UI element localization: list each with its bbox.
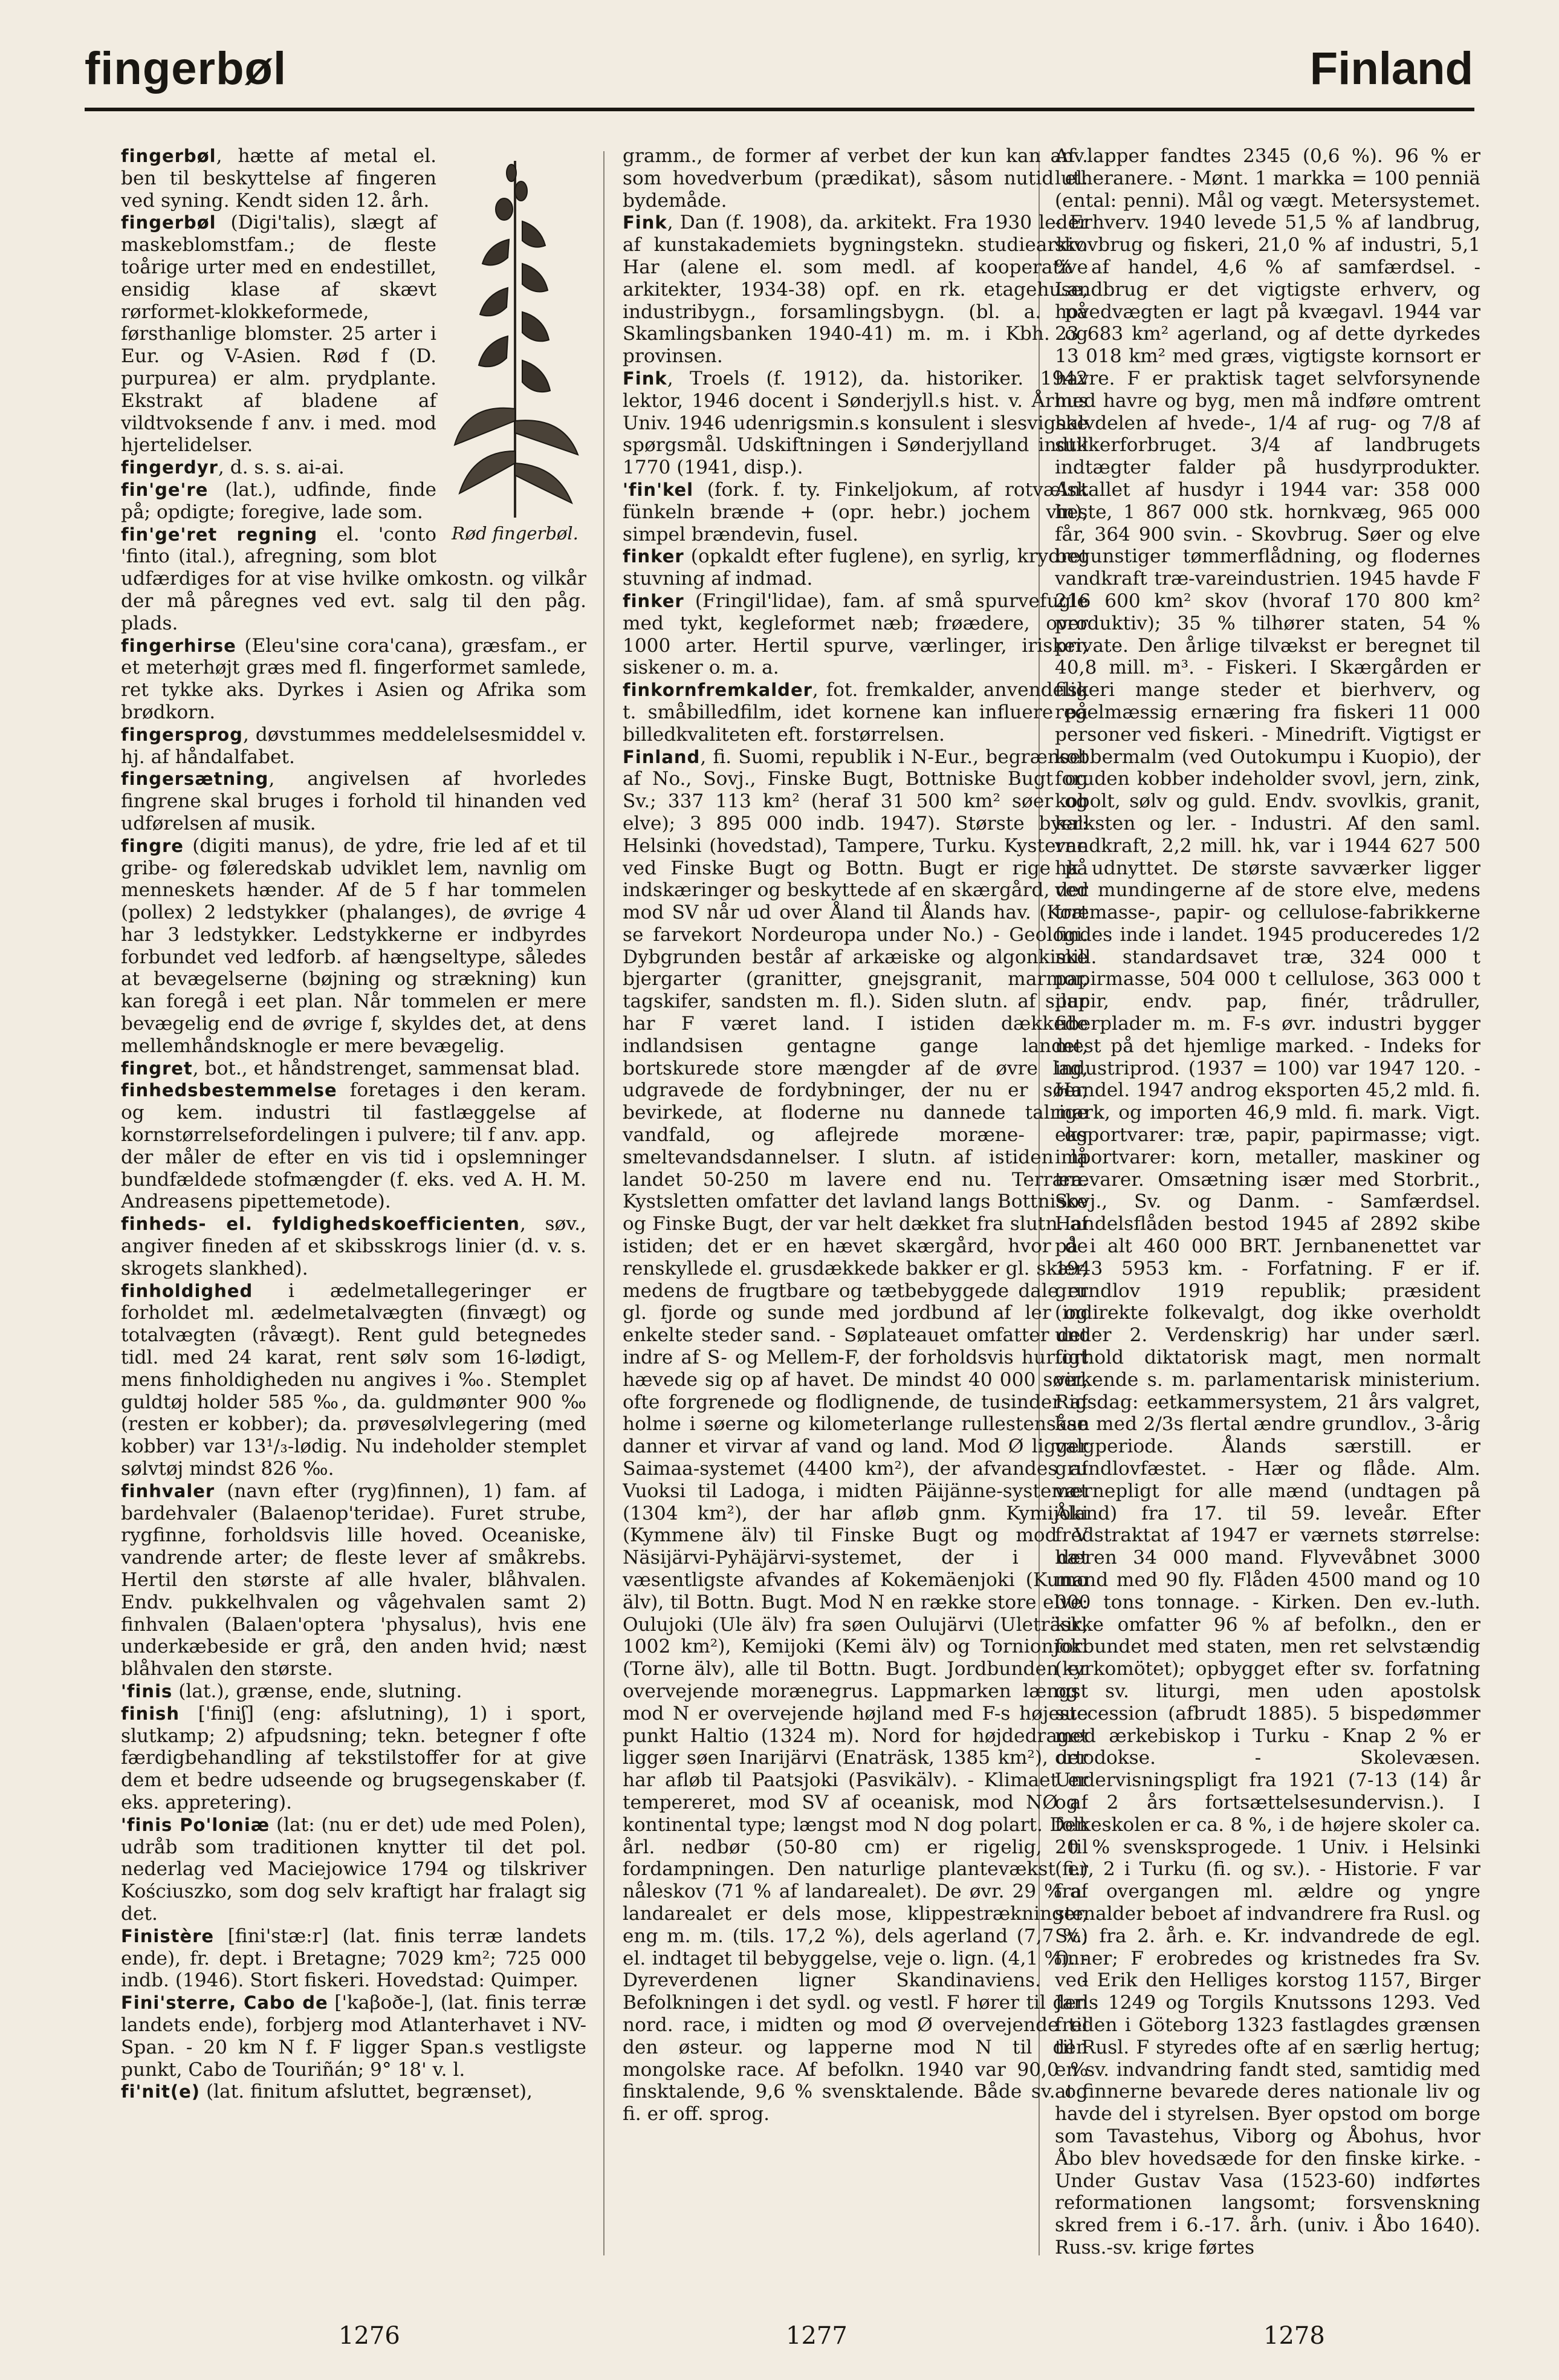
entry-headword: finish (121, 1703, 180, 1724)
entry-definition: (lat. finitum afsluttet, begrænset), (200, 2081, 533, 2103)
entry-headword: fingerdyr (121, 457, 218, 478)
entry-definition: ['kaβoðe-], (lat. finis terræ landets ende), forbjerg mod Atlanterhavet i NV-Span. - 20 km N f. F ligger Span.s vestligste punkt, Cabo de Touriñán; 9° 18' v. l. (121, 1992, 586, 2081)
entry-definition: (digiti manus), de ydre, frie led af et til gribe- og føleredskab udviklet lem, navnlig om menneskets hænder. Af de 5 f har tommelen (pollex) 2 ledstykker (phalanges), de øvrige 4 har 3 ledstykker. Ledstykkerne er indbyrdes forbundet ved ledforb. af hængseltype, således at bevægelserne (bøjning og strækning) kun kan foregå i eet plan. Når tommelen er mere bevægelig end de øvrige f, skyldes det, at dens mellemhåndsknogle er mere bevægelig. (121, 834, 586, 1057)
dictionary-entry (623, 212, 1088, 368)
column-3 (1055, 145, 1480, 2261)
entry-definition: (Fringil'lidae), fam. af små spurvefugle med tykt, kegleformet næb; frøædere, over 1000 arter. Hertil spurve, værlinger, irisker, siskener o. m. a. (623, 590, 1088, 679)
entry-definition: (fork. f. ty. Finkeljokum, af rotvælsk fünkeln brænde + (opr. hebr.) jochem vin), simpel brændevin, fusel. (623, 478, 1088, 545)
dictionary-entry (121, 1925, 586, 1992)
entry-definition: (Digi'talis), slægt af maskeblomstfam.; de fleste toårige urter med en endestillet, ensidig klase af skævt rørformet-klokkeformede, førsthanlige blomster. 25 arter i Eur. og V-Asien. Rød f (D. purpurea) er alm. prydplante. Ekstrakt af bladene af vildtvoksende f anv. i med. mod hjertelidelser. (121, 212, 436, 457)
entry-definition: ['finiʃ] (eng: afslutning), 1) i sport, slutkamp; 2) afpudsning; tekn. betegner f ofte færdigbehandling af tekstilstoffer for at give dem et bedre udseende og brugsegenskaber (f. eks. appretering). (121, 1702, 586, 1813)
entry-definition: , fi. Suomi, republik i N-Eur., begrænset af No., Sovj., Finske Bugt, Bottniske Bugt og Sv.; 337 113 km² (heraf 31 500 km² søer og elve); 3 895 000 indb. 1947). Største byer: Helsinki (hovedstad), Tampere, Turku. Kysterne ved Finske Bugt og Bottn. Bugt er rige på indskæringer og beskyttede af en skærgård, der mod SV når ud over Åland til Ålands hav. (Kort se farvekort Nordeuropa under No.) - Geologi. Dybgrunden består af arkæiske og algonkiske bjergarter (granitter, gnejsgranit, marmor, tagskifer, sandsten m. fl.). Siden slutn. af silur har F været land. I istiden dækkede indlandsisen gentagne gange landet, bortskurede store mængder af de øvre lag, udgravede de fordybninger, der nu er søer, bevirkede, at floderne nu dannede talrige vandfald, og aflejrede moræne- og smeltevandsdannelser. I slutn. af istiden lå landet 50-250 m lavere end nu. Terræn. Kystsletten omfatter det lavland langs Bottniske og Finske Bugt, der var helt dækket fra slutn. af istiden; det er en hævet skærgård, hvor de renskyllede el. grusdækkede bakker er gl. skær, medens de frugtbare og tætbebyggede dale er gl. fjorde og sunde med jordbund af ler og enkelte steder sand. - Søplateauet omfatter det indre af S- og Mellem-F, der forholdsvis hurtigt hævede sig op af havet. De mindst 40 000 søer, ofte forgrenede og flodlignende, de tusinder af holme i søerne og kilometerlange rullestensåse danner et virvar af vand og land. Mod Ø ligger Saimaa-systemet (4400 km²), der afvandes af Vuoksi til Ladoga, i midten Päijänne-systemet (1304 km²), der har afløb gnm. Kymijoki (Kymmene älv) til Finske Bugt og mod V Näsijärvi-Pyhäjärvi-systemet, der i det væsentligste afvandes af Kokemäenjoki (Kumo älv), til Bottn. Bugt. Mod N en række store elve: Oulujoki (Ule älv) fra søen Oulujärvi (Uleträsk, 1002 km²), Kemijoki (Kemi älv) og Tornionjoki (Torne älv), alle til Bottn. Bugt. Jordbunden er overvejende morænegrus. Lappmarken længst mod N er overvejende højland med F-s højeste punkt Haltio (1324 m). Nord for højdedraget ligger søen Inarijärvi (Enaträsk, 1385 km²), der har afløb til Paatsjoki (Pasvikälv). - Klimaet er tempereret, mod SV af oceanisk, mod NØ af kontinental type; længst mod N dog polart. Den årl. nedbør (50-80 cm) er rigelig, til fordampningen. Den naturlige plantevækst er nåleskov (71 % af landarealet). De øvr. 29 % af landarealet er dels mose, klippestrækninger, eng m. m. (tils. 17,2 %), dels agerland (7,7 %) el. indtaget til bebyggelse, veje o. lign. (4,1 %). - Dyreverdenen ligner Skandinaviens. - Befolkningen i det sydl. og vestl. F hører til den nord. race, i midten og mod Ø overvejende til den østeur. og lapperne mod N til den mongolske race. Af befolkn. 1940 var 90,0 % finsktalende, 9,6 % svensktalende. Både sv. og fi. er off. sprog. (623, 746, 1088, 2125)
foxglove-drawing (444, 149, 586, 524)
dictionary-entry (121, 1680, 586, 1703)
entry-headword: 'finis (121, 1680, 173, 1702)
column-1 (121, 145, 586, 2261)
continuation-text: Af lapper fandtes 2345 (0,6 %). 96 % er lutheranere. - Mønt. 1 markka = 100 penniä (ental: penni). Mål og vægt. Metersystemet. - Erhverv. 1940 levede 51,5 % af landbrug, skovbrug og fiskeri, 21,0 % af industri, 5,1 % af handel, 4,6 % af samfærdsel. - Landbrug er det vigtigste erhverv, og hovedvægten er lagt på kvægavl. 1944 var 23 683 km² agerland, og af dette dyrkedes 13 018 km² med græs, vigtigste kornsort er havre. F er praktisk taget selvforsynende med havre og byg, men må indføre omtrent halvdelen af hvede-, 1/4 af rug- og 7/8 af sukkerforbruget. 3/4 af landbrugets indtægter falder på husdyrprodukter. Antallet af husdyr i 1944 var: 358 000 heste, 1 867 000 stk. hornkvæg, 965 000 får, 364 900 svin. - Skovbrug. Søer og elve begunstiger tømmerflådning, og flodernes vandkraft træ-vareindustrien. 1945 havde F 216 600 km² skov (hvoraf 170 800 km² produktiv); 35 % tilhører staten, 54 % private. Den årlige tilvækst er beregnet til 40,8 mill. m³. - Fiskeri. I Skærgården er fiskeri mange steder et bierhverv, og regelmæssig ernæring fra fiskeri 11 000 personer ved fiskeri. - Minedrift. Vigtigst er kobbermalm (ved Outokumpu i Kuopio), der foruden kobber indeholder svovl, jern, zink, kobolt, sølv og guld. Endv. svovlkis, granit, kalksten og ler. - Industri. Af den saml. vandkraft, 2,2 mill. hk, var i 1944 627 500 hk udnyttet. De største savværker ligger ved mundingerne af de store elve, medens træmasse-, papir- og cellulose-fabrikkerne findes inde i landet. 1945 produceredes 1/2 mill. standardsavet træ, 324 000 t papirmasse, 504 000 t cellulose, 363 000 t papir, endv. pap, finér, trådruller, fiberplader m. m. F-s øvr. industri bygger mest på det hjemlige marked. - Indeks for industriprod. (1937 = 100) var 1947 120. - Handel. 1947 androg eksporten 45,2 mld. fi. mark, og importen 46,9 mld. fi. mark. Vigt. eksportvarer: træ, papir, papirmasse; vigt. importvarer: korn, metaller, maskiner og trævarer. Omsætning især med Storbrit., Sovj., Sv. og Danm. - Samfærdsel. Handelsflåden bestod 1945 af 2892 skibe på i alt 460 000 BRT. Jernbanenettet var 1943 5953 km. - Forfatning. F er if. grundlov 1919 republik; præsident (indirekte folkevalgt, dog ikke overholdt under 2. Verdenskrig) har under særl. forhold diktatorisk magt, men normalt virkende s. m. parlamentarisk ministerium. Rigsdag: eetkammersystem, 21 års valgret, kan med 2/3s flertal ændre grundlov., 3-årig valgperiode. Ålands særstill. er grundlovfæstet. - Hær og flåde. Alm. værnepligt for alle mænd (undtagen på Åland) fra 17. til 59. leveår. Efter fredstraktat af 1947 er værnets størrelse: hæren 34 000 mand. Flyvevåbnet 3000 mand med 90 fly. Flåden 4500 mand og 10 000 tons tonnage. - Kirken. Den ev.-luth. kirke omfatter 96 % af befolkn., den er forbundet med staten, men ret selvstændig (kyrkomötet); opbygget efter sv. forfatning og sv. liturgi, men uden apostolsk succession (afbrudt 1885). 5 bispedømmer med ærkebiskop i Turku - Knap 2 % er ortodokse. - Skolevæsen. Undervisningspligt fra 1921 (7-13 (14) år og 2 års fortsættelsesundervisn.). I folkeskolen er ca. 8 %, i de højere skoler ca. 20 % svensksprogede. 1 Univ. i Helsinki (fi.), 2 i Turku (fi. og sv.). - Historie. F var fra overgangen ml. ældre og yngre stenalder beboet af indvandrere fra Rusl. og Sv.; fra 2. årh. e. Kr. indvandrede de egl. finner; F erobredes og kristnedes fra Sv. ved Erik den Helliges korstog 1157, Birger Jarls 1249 og Torgils Knutssons 1293. Ved freden i Göteborg 1323 fastlagdes grænsen til Rusl. F styredes ofte af en særlig hertug; en sv. indvandring fandt sted, samtidig med at finnerne bevarede deres nationale liv og havde del i styrelsen. Byer opstod om borge som Tavastehus, Viborg og Åbohus, hvor Åbo blev hovedsæde for den finske kirke. - Under Gustav Vasa (1523-60) indførtes reformationen langsomt; forsvenskning skred frem i 6.-17. årh. (univ. i Åbo 1640). Russ.-sv. krige førtes (1055, 145, 1480, 2258)
dictionary-entry (121, 2081, 586, 2103)
entry-headword: finker (623, 590, 684, 611)
entry-headword: fin'ge're (121, 479, 209, 500)
dictionary-entry (121, 1058, 586, 1080)
dictionary-entry (121, 1703, 586, 1814)
dictionary-entry (623, 545, 1088, 590)
entry-headword: Fink (623, 368, 667, 389)
entry-definition: , fot. fremkalder, anvendelig t. småbilledfilm, idet kornene kan influere på billedkvaliteten eft. forstørrelsen. (623, 679, 1088, 746)
dictionary-entry (121, 724, 586, 769)
entry-definition: (navn efter (ryg)finnen), 1) fam. af bardehvaler (Balaenop'teridae). Furet strube, rygfinne, forholdsvis lille hoved. Oceaniske, vandrende arter; de fleste lever af småkrebs. Hertil den største af alle hvaler, blåhvalen. Endv. pukkelhvalen og vågehvalen samt 2) finhvalen (Balaen'optera 'physalus), hvis ene underkæbeside er grå, den anden hvid; næst blåhvalen den største. (121, 1480, 586, 1680)
page-number: 1278 (1263, 2322, 1325, 2350)
entry-headword: Fink (623, 212, 667, 233)
entry-headword: finhvaler (121, 1480, 215, 1501)
entry-headword: fingersætning (121, 769, 269, 790)
running-head-left: fingerbøl (85, 43, 287, 94)
entry-headword: fingersprog (121, 724, 243, 745)
entry-definition: , bot., et håndstrenget, sammensat blad. (192, 1057, 580, 1079)
entry-headword: finker (623, 546, 684, 567)
entry-headword: Fini'sterre, Cabo de (121, 1992, 328, 2014)
foxglove-illustration (444, 149, 586, 548)
entry-headword: fingerbøl (121, 212, 216, 233)
entry-definition: , søv., angiver fineden af et skibsskrogs linier (d. v. s. skrogets slankhed). (121, 1213, 586, 1279)
page-number: 1276 (339, 2322, 400, 2350)
figure-caption: Rød fingerbøl. (452, 523, 579, 544)
entry-headword: 'fin'kel (623, 479, 694, 500)
entry-headword: finholdighed (121, 1280, 253, 1301)
entry-definition: , hætte af metal el. ben til beskyttelse af fingeren ved syning. Kendt siden 12. årh. (121, 145, 436, 212)
entry-headword: Finistère (121, 1925, 215, 1946)
column-2 (623, 145, 1088, 2261)
dictionary-entry (121, 1992, 586, 2081)
dictionary-entry (121, 1079, 586, 1213)
header-rule (85, 108, 1474, 111)
dictionary-entry (121, 768, 586, 834)
dictionary-entry (121, 1213, 586, 1279)
entry-headword: fingerhirse (121, 635, 236, 656)
dictionary-entry (623, 479, 1088, 545)
entry-headword: fingre (121, 835, 184, 856)
dictionary-entry (623, 679, 1088, 746)
dictionary-entry (121, 835, 586, 1058)
entry-definition: i ædelmetallegeringer er forholdet ml. ædelmetalvægten (finvægt) og totalvægten (råvægt). Rent guld betegnedes tidl. med 24 karat, rent sølv som 16-lødigt, mens finholdigheden nu angives i ‰. Stemplet guldtøj holder 585 ‰, da. guldmønter 900 ‰ (resten er kobber); da. prøvesølvlegering (med kobber) var 13¹/₃-lødig. Nu indeholder stemplet sølvtøj mindst 826 ‰. (121, 1279, 586, 1480)
entry-definition: , Troels (f. 1912), da. historiker. 1942 lektor, 1946 docent i Sønderjyll.s hist. v. Århus Univ. 1946 udenrigsmin.s konsulent i slesvigske spørgsmål. Udskiftningen i Sønderjylland indtil 1770 (1941, disp.). (623, 367, 1088, 479)
continuation-text: gramm., de former af verbet der kun kan anv. som hovedverbum (prædikat), såsom nutid el. bydemåde. (623, 145, 1088, 212)
entry-headword: fingerbøl (121, 146, 216, 166)
entry-headword: 'finis Po'loniæ (121, 1814, 270, 1835)
entry-definition: (Eleu'sine cora'cana), græsfam., er et meterhøjt græs med fl. fingerformet samlede, ret tykke aks. Dyrkes i Asien og Afrika som brødkorn. (121, 634, 586, 723)
dictionary-entry (121, 635, 586, 724)
entry-definition: el. 'conto 'finto (ital.), afregning, som blot udfærdiges for at vise hvilke omkostn. og vilkår der må påregnes ved evt. salg til den påg. plads. (121, 523, 586, 634)
dictionary-entry (121, 1814, 586, 1925)
dictionary-entry (623, 590, 1088, 679)
entry-headword: fi'nit(e) (121, 2081, 201, 2102)
entry-definition: , døvstummes meddelelsesmiddel v. hj. af håndalfabet. (121, 723, 586, 768)
page-number: 1277 (786, 2322, 848, 2350)
column-divider (603, 151, 604, 2255)
entry-headword: fin'ge'ret regning (121, 524, 318, 545)
entry-definition: , angivelsen af hvorledes fingrene skal bruges i forhold til hinanden ved udførelsen af musik. (121, 768, 586, 834)
running-head-right: Finland (1309, 43, 1473, 94)
entry-definition: , d. s. s. ai-ai. (218, 457, 345, 479)
entry-definition: (lat: (nu er det) ude med Polen), udråb som traditionen knytter til det pol. nederlag ved Maciejowice 1794 og tilskriver Kościuszko, som dog selv kraftigt har fralagt sig det. (121, 1813, 586, 1925)
entry-definition: (lat.), grænse, ende, slutning. (172, 1680, 462, 1702)
dictionary-entry (121, 1280, 586, 1480)
dictionary-entry (623, 368, 1088, 479)
dictionary-entry (121, 1480, 586, 1680)
entry-definition: , Dan (f. 1908), da. arkitekt. Fra 1930 leder af kunstakademiets bygningstekn. studiearkiv. Har (alene el. som medl. af kooperative arkitekter, 1934-38) opf. en rk. etagehuse, industribygn., forsamlingsbygn. (bl. a. på Skamlingsbanken 1940-41) m. m. i Kbh. og provinsen. (623, 212, 1088, 368)
entry-headword: finhedsbestemmelse (121, 1080, 337, 1101)
entry-definition: (lat.), udfinde, finde på; opdigte; foregive, lade som. (121, 478, 436, 523)
entry-headword: fingret (121, 1058, 193, 1079)
entry-definition: [fini'stæ:r] (lat. finis terræ landets ende), fr. dept. i Bretagne; 7029 km²; 725 000 indb. (1946). Stort fiskeri. Hovedstad: Quimper. (121, 1925, 586, 1992)
entry-headword: finheds- el. fyldighedskoefficienten (121, 1214, 520, 1235)
entry-headword: Finland (623, 746, 701, 767)
dictionary-entry (623, 746, 1088, 2125)
entry-headword: finkornfremkalder (623, 680, 812, 701)
entry-definition: (opkaldt efter fuglene), en syrlig, krydret stuvning af indmad. (623, 545, 1088, 590)
entry-definition: foretages i den keram. og kem. industri til fastlæggelse af kornstørrelsefordelingen i pulvere; til f anv. app. der måler de efter en vis tid i opslemninger bundfældede stofmængder (f. eks. ved A. H. M. Andreasens pipettemetode). (121, 1079, 586, 1213)
